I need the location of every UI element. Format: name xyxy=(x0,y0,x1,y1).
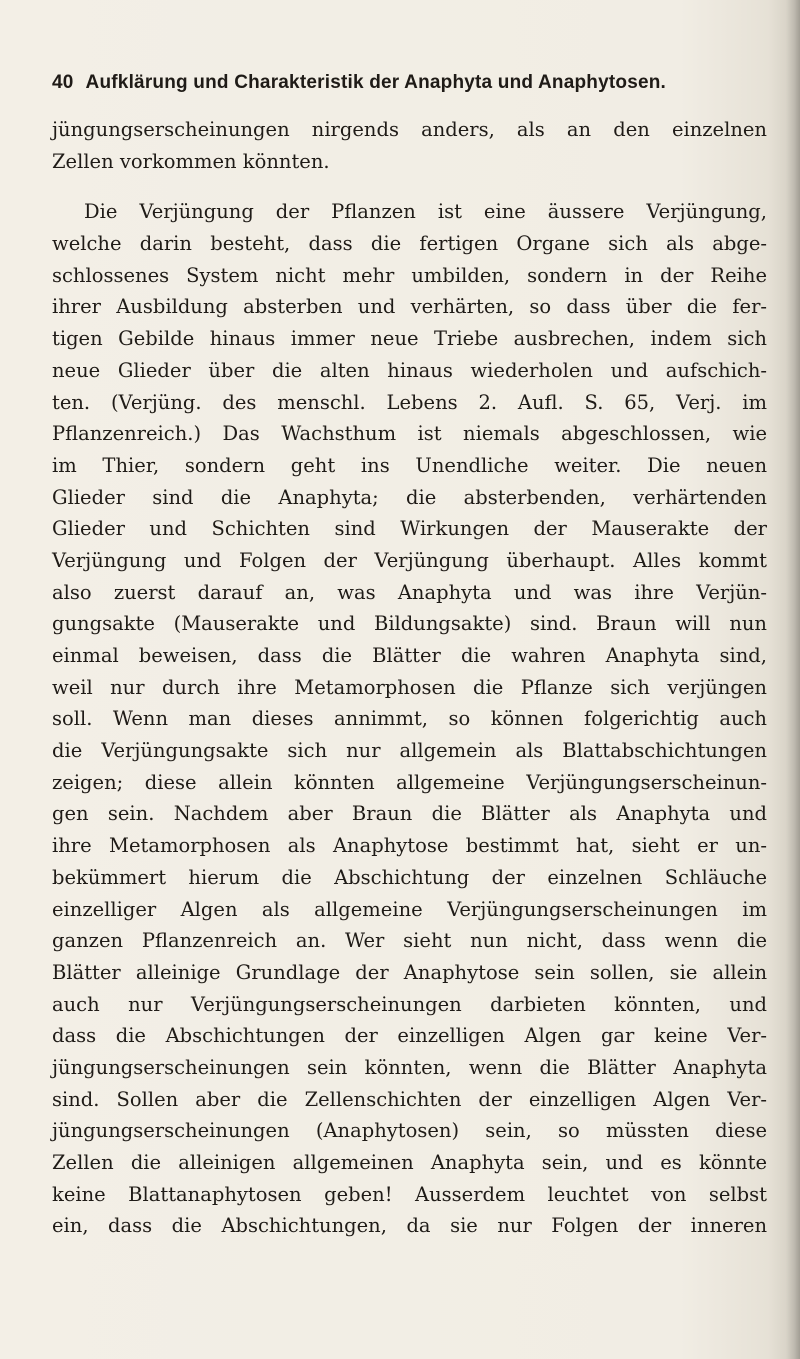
running-title: Aufklärung und Charakteristik der Anaphyta und Anaphytosen. xyxy=(85,72,667,93)
text-line: ganzen Pflanzenreich an. Wer sieht nun nicht, dass wenn die xyxy=(52,929,767,953)
text-line: keine Blattanaphytosen geben! Ausserdem leuchtet von selbst xyxy=(52,1182,767,1206)
page-number: 40 xyxy=(52,72,74,93)
text-line: Blätter alleinige Grundlage der Anaphytose sein sollen, sie allein xyxy=(52,960,767,984)
text-line: also zuerst darauf an, was Anaphyta und was ihre Verjün- xyxy=(52,580,767,604)
text-line: jüngungserscheinungen nirgends anders, als an den einzelnen xyxy=(52,118,767,141)
text-line: Glieder und Schichten sind Wirkungen der Mauserakte der xyxy=(52,517,767,541)
text-line: einmal beweisen, dass die Blätter die wahren Anaphyta sind, xyxy=(52,644,767,667)
text-line: welche darin besteht, dass die fertigen Organe sich als abge- xyxy=(52,232,767,256)
text-line: weil nur durch ihre Metamorphosen die Pflanze sich verjüngen xyxy=(52,675,767,699)
text-line: ihrer Ausbildung absterben und verhärten, so dass über die fer- xyxy=(52,295,767,319)
text-line: Glieder sind die Anaphyta; die absterbenden, verhärtenden xyxy=(52,485,767,509)
text-line: ein, dass die Abschichtungen, da sie nur Folgen der inneren xyxy=(52,1214,767,1238)
running-header xyxy=(52,72,752,94)
text-line: zeigen; diese allein könnten allgemeine Verjüngungserscheinun- xyxy=(52,770,767,794)
text-line: einzelliger Algen als allgemeine Verjüngungserscheinungen im xyxy=(52,897,767,921)
text-line: Zellen vorkommen könnten. xyxy=(52,149,330,173)
text-line: Zellen die alleinigen allgemeinen Anaphyta sein, und es könnte xyxy=(52,1151,767,1174)
text-line: jüngungserscheinungen sein könnten, wenn die Blätter Anaphyta xyxy=(52,1055,767,1079)
body-text xyxy=(52,114,767,1242)
text-line: neue Glieder über die alten hinaus wiederholen und aufschich- xyxy=(52,358,767,382)
text-line: tigen Gebilde hinaus immer neue Triebe ausbrechen, indem sich xyxy=(52,327,767,351)
text-line: Die Verjüngung der Pflanzen ist eine äussere Verjüngung, xyxy=(84,200,767,224)
text-line: ten. (Verjüng. des menschl. Lebens 2. Aufl. S. 65, Verj. im xyxy=(52,390,767,414)
page-edge-shadow xyxy=(786,0,800,1359)
text-line: ihre Metamorphosen als Anaphytose bestimmt hat, sieht er un- xyxy=(52,834,767,858)
paragraph-gap xyxy=(52,177,767,196)
text-line: auch nur Verjüngungserscheinungen darbieten könnten, und xyxy=(52,992,767,1016)
text-line: Pflanzenreich.) Das Wachsthum ist niemals abgeschlossen, wie xyxy=(52,422,767,446)
text-line: jüngungserscheinungen (Anaphytosen) sein, so müssten diese xyxy=(52,1119,767,1143)
text-line: gungsakte (Mauserakte und Bildungsakte) sind. Braun will nun xyxy=(52,612,767,636)
text-line: gen sein. Nachdem aber Braun die Blätter als Anaphyta und xyxy=(52,802,767,826)
text-line: bekümmert hierum die Abschichtung der einzelnen Schläuche xyxy=(52,865,767,889)
text-line: dass die Abschichtungen der einzelligen Algen gar keine Ver- xyxy=(52,1024,767,1048)
text-line: im Thier, sondern geht ins Unendliche weiter. Die neuen xyxy=(52,453,767,477)
text-line: schlossenes System nicht mehr umbilden, sondern in der Reihe xyxy=(52,263,767,287)
text-line: die Verjüngungsakte sich nur allgemein als Blattabschichtungen xyxy=(52,739,767,763)
text-line: soll. Wenn man dieses annimmt, so können folgerichtig auch xyxy=(52,707,767,731)
text-line: Verjüngung und Folgen der Verjüngung überhaupt. Alles kommt xyxy=(52,548,767,572)
text-line: sind. Sollen aber die Zellenschichten der einzelligen Algen Ver- xyxy=(52,1087,767,1111)
